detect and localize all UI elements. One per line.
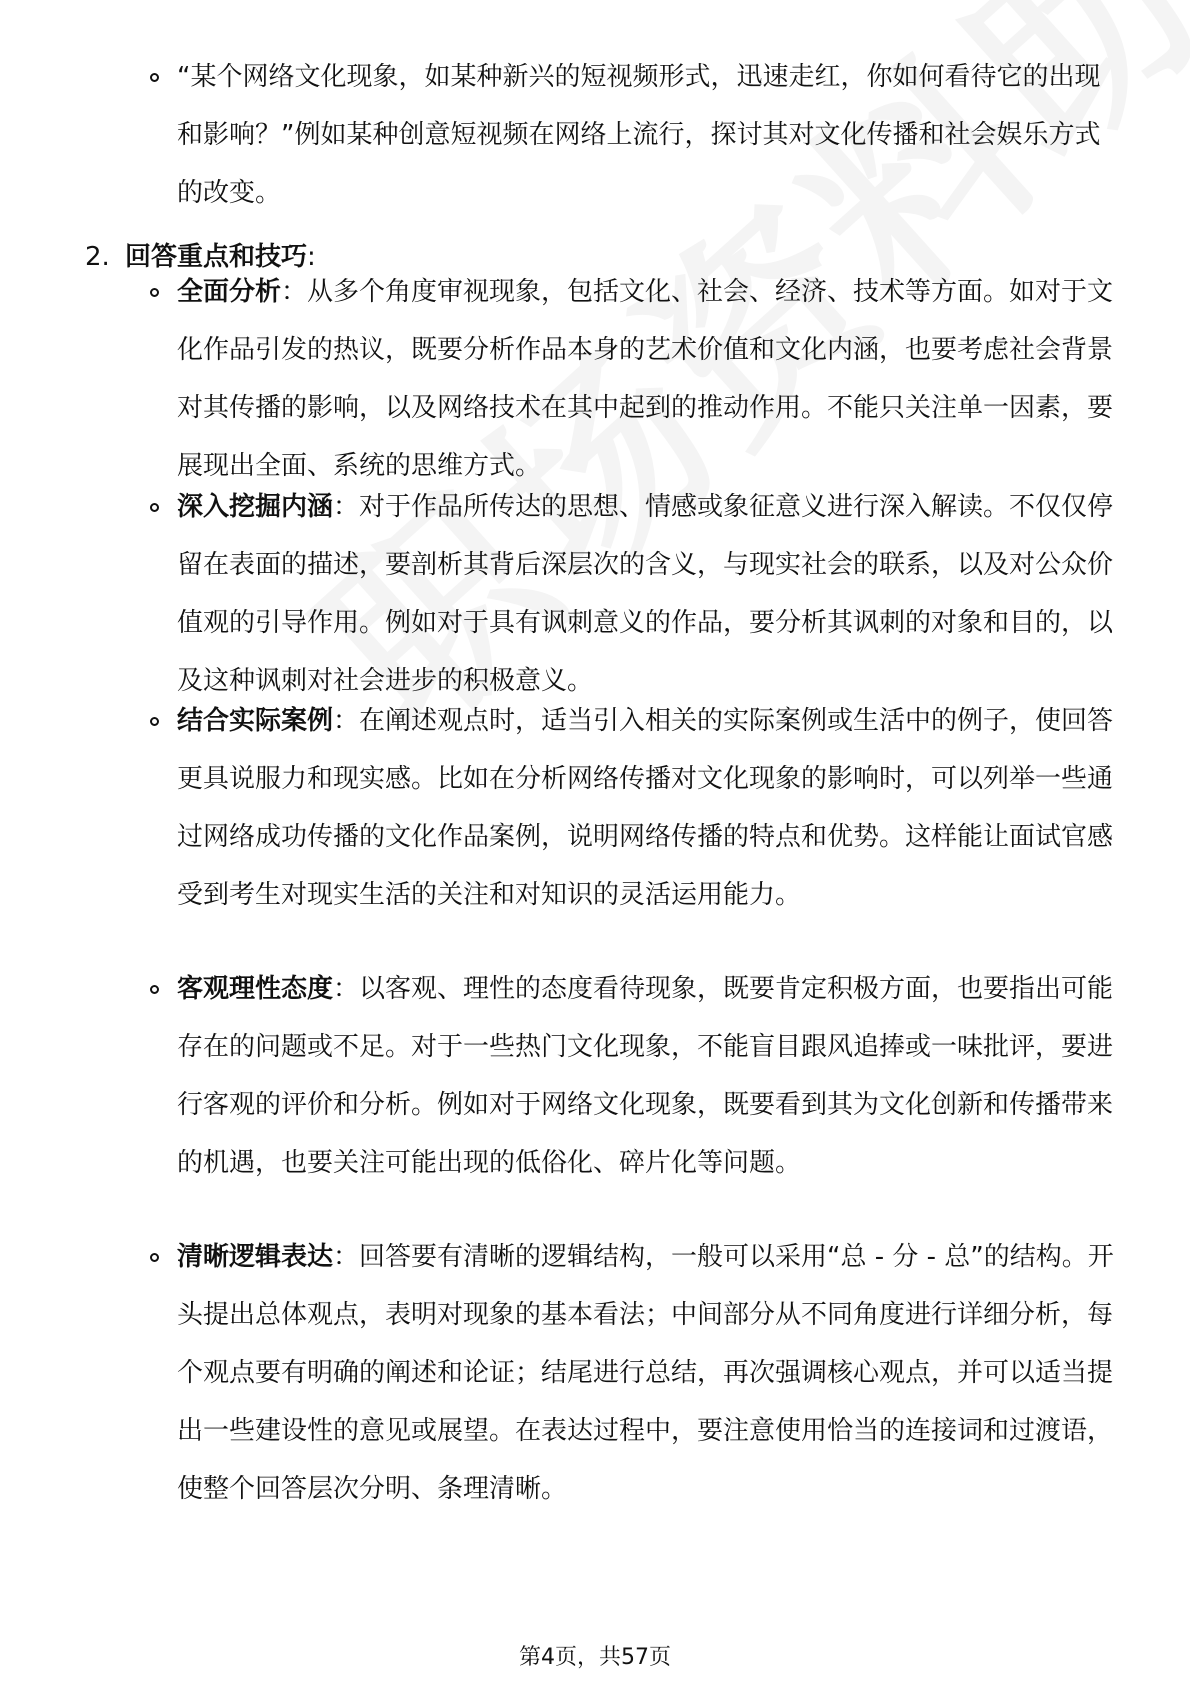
list-item	[177, 478, 1117, 710]
bullet-marker	[150, 1228, 168, 1286]
section-number: 2.	[85, 242, 110, 272]
list-item	[177, 1228, 1117, 1518]
list-item	[177, 263, 1117, 495]
item-term: 结合实际案例	[177, 706, 334, 736]
bullet-marker	[150, 263, 168, 321]
section-title: 回答重点和技巧	[125, 242, 308, 272]
item-text: ：对于作品所传达的思想、情感或象征意义进行深入解读。不仅仅停留在表面的描述，要剖析其背后深层次的含义，与现实社会的联系，以及对公众价值观的引导作用。例如对于具有讽刺意义的作品，要分析其讽刺的对象和目的，以及这种讽刺对社会进步的积极意义。	[177, 492, 1114, 696]
list-item	[177, 960, 1117, 1192]
section-colon: :	[307, 242, 316, 272]
page-number: 第4页，共57页	[519, 1645, 671, 1670]
item-text: ：回答要有清晰的逻辑结构，一般可以采用“总 - 分 - 总”的结构。开头提出总体观点，表明对现象的基本看法；中间部分从不同角度进行详细分析，每个观点要有明确的阐述和论证；结尾进行总结，再次强调核心观点，并可以适当提出一些建设性的意见或展望。在表达过程中，要注意使用恰当的连接词和过渡语，使整个回答层次分明、条理清晰。	[177, 1242, 1114, 1504]
intro-bullet-text: “某个网络文化现象，如某种新兴的短视频形式，迅速走红，你如何看待它的出现和影响？”例如某种创意短视频在网络上流行，探讨其对文化传播和社会娱乐方式的改变。	[177, 62, 1101, 208]
item-term: 全面分析	[177, 277, 282, 307]
item-text: ：以客观、理性的态度看待现象，既要肯定积极方面，也要指出可能存在的问题或不足。对于一些热门文化现象，不能盲目跟风追捧或一味批评，要进行客观的评价和分析。例如对于网络文化现象，既要看到其为文化创新和传播带来的机遇，也要关注可能出现的低俗化、碎片化等问题。	[177, 974, 1114, 1178]
bullet-marker	[150, 960, 168, 1018]
item-text: ：在阐述观点时，适当引入相关的实际案例或生活中的例子，使回答更具说服力和现实感。比如在分析网络传播对文化现象的影响时，可以列举一些通过网络成功传播的文化作品案例，说明网络传播的特点和优势。这样能让面试官感受到考生对现实生活的关注和对知识的灵活运用能力。	[177, 706, 1114, 910]
list-item	[177, 692, 1117, 924]
bullet-marker	[150, 48, 168, 106]
item-term: 深入挖掘内涵	[177, 492, 334, 522]
item-text: ：从多个角度审视现象，包括文化、社会、经济、技术等方面。如对于文化作品引发的热议，既要分析作品本身的艺术价值和文化内涵，也要考虑社会背景对其传播的影响，以及网络技术在其中起到的推动作用。不能只关注单一因素，要展现出全面、系统的思维方式。	[177, 277, 1114, 481]
bullet-marker	[150, 478, 168, 536]
item-term: 清晰逻辑表达	[177, 1242, 334, 1272]
bullet-marker	[150, 692, 168, 750]
item-term: 客观理性态度	[177, 974, 334, 1004]
